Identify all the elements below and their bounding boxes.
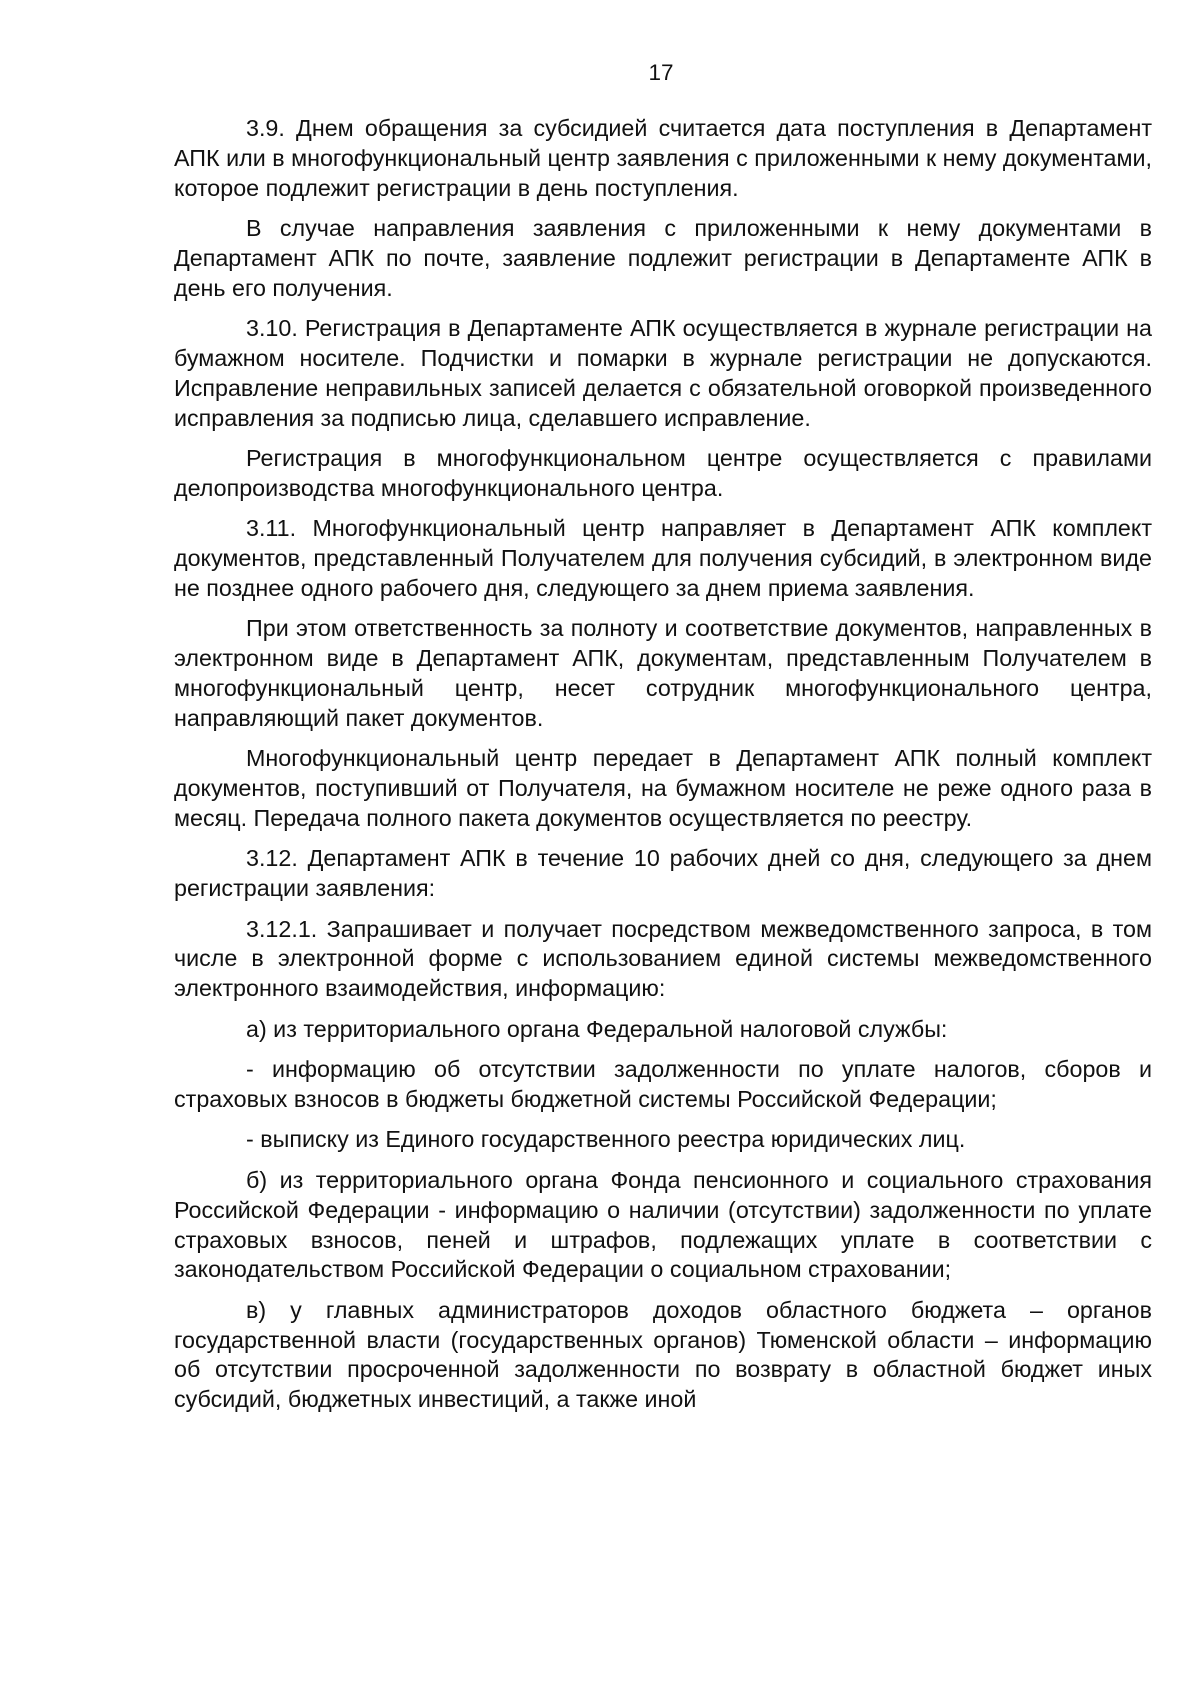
paragraph-tax-debt: - информацию об отсутствии задолженности по уплате налогов, сборов и страховых взносов в бюджеты бюджетной системы Российской Федерации; bbox=[174, 1056, 1152, 1112]
paragraph-3-12-1: 3.12.1. Запрашивает и получает посредством межведомственного запроса, в том числе в электронной форме с использованием единой системы межведомственного электронного взаимодействия, информацию: bbox=[174, 915, 1152, 1002]
paragraph-3-9: 3.9. Днем обращения за субсидией считается дата поступления в Департамент АПК или в многофункциональный центр заявления с приложенными к нему документами, которое подлежит регистрации в день поступления. bbox=[174, 115, 1152, 201]
paragraph-item-a: а) из территориального органа Федеральной налоговой службы: bbox=[246, 1015, 948, 1042]
paragraph-item-v: в) у главных администраторов доходов областного бюджета – органов государственной власти (государственных органов) Тюменской области – информацию об отсутствии просроченной задолженности по возврату в областной бюджет иных субсидий, бюджетных инвестиций, а также иной bbox=[174, 1296, 1152, 1413]
paragraph-3-10: 3.10. Регистрация в Департаменте АПК осуществляется в журнале регистрации на бумажном носителе. Подчистки и помарки в журнале регистрации не допускаются. Исправление неправильных записей делается с обязательной оговоркой произведенного исправления за подписью лица, сделавшего исправление. bbox=[174, 315, 1152, 431]
paragraph-responsibility: При этом ответственность за полноту и соответствие документов, направленных в электронном виде в Департамент АПК, документам, представленным Получателем в многофункциональный центр, несет сотрудник многофункционального центра, направляющий пакет документов. bbox=[174, 615, 1152, 731]
paragraph-egrul-extract: - выписку из Единого государственного реестра юридических лиц. bbox=[246, 1126, 966, 1153]
paragraph-mail-registration: В случае направления заявления с приложенными к нему документами в Департамент АПК по почте, заявление подлежит регистрации в Департаменте АПК в день его получения. bbox=[174, 215, 1152, 301]
page-number: 17 bbox=[648, 60, 674, 85]
paragraph-transfer: Многофункциональный центр передает в Департамент АПК полный комплект документов, поступивший от Получателя, на бумажном носителе не реже одного раза в месяц. Передача полного пакета документов осуществляется по реестру. bbox=[174, 745, 1152, 831]
paragraph-item-b: б) из территориального органа Фонда пенсионного и социального страхования Российской Федерации - информацию о наличии (отсутствии) задолженности по уплате страховых взносов, пеней и штрафов, подлежащих уплате в соответствии с законодательством Российской Федерации о социальном страховании; bbox=[174, 1166, 1152, 1283]
paragraph-mfc-registration: Регистрация в многофункциональном центре осуществляется с правилами делопроизводства многофункционального центра. bbox=[174, 445, 1152, 501]
paragraph-3-12: 3.12. Департамент АПК в течение 10 рабочих дней со дня, следующего за днем регистрации заявления: bbox=[174, 845, 1152, 902]
document-body bbox=[174, 114, 1152, 1426]
paragraph-3-11: 3.11. Многофункциональный центр направляет в Департамент АПК комплект документов, представленный Получателем для получения субсидий, в электронном виде не позднее одного рабочего дня, следующего за днем приема заявления. bbox=[174, 515, 1152, 601]
